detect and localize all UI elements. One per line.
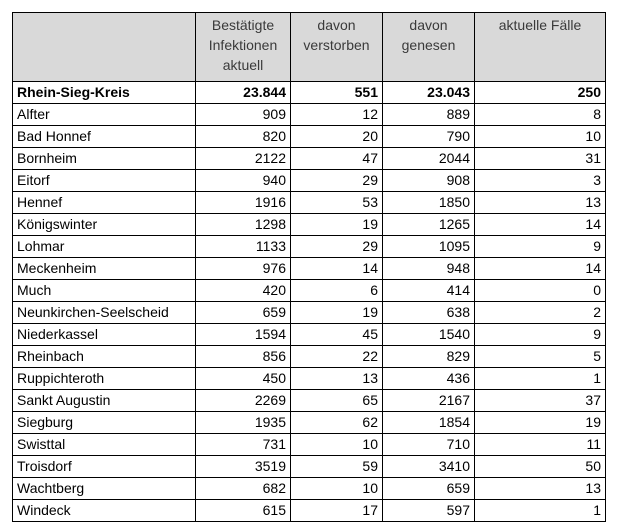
confirmed-cell: 820 xyxy=(196,126,291,148)
municipality-cell: Alfter xyxy=(13,104,196,126)
deceased-cell: 65 xyxy=(291,390,383,412)
recovered-cell: 436 xyxy=(383,368,475,390)
table-row xyxy=(13,434,606,456)
table-row xyxy=(13,500,606,522)
confirmed-cell: 682 xyxy=(196,478,291,500)
total-current: 250 xyxy=(475,82,606,104)
municipality-cell: Siegburg xyxy=(13,412,196,434)
municipality-cell: Meckenheim xyxy=(13,258,196,280)
confirmed-cell: 1594 xyxy=(196,324,291,346)
recovered-cell: 414 xyxy=(383,280,475,302)
table-row xyxy=(13,368,606,390)
current-cell: 10 xyxy=(475,126,606,148)
total-recovered: 23.043 xyxy=(383,82,475,104)
current-cell: 2 xyxy=(475,302,606,324)
confirmed-cell: 940 xyxy=(196,170,291,192)
deceased-cell: 45 xyxy=(291,324,383,346)
recovered-cell: 597 xyxy=(383,500,475,522)
municipality-cell: Troisdorf xyxy=(13,456,196,478)
municipality-cell: Bornheim xyxy=(13,148,196,170)
confirmed-cell: 1298 xyxy=(196,214,291,236)
header-municipality xyxy=(13,13,196,82)
deceased-cell: 20 xyxy=(291,126,383,148)
confirmed-cell: 659 xyxy=(196,302,291,324)
current-cell: 0 xyxy=(475,280,606,302)
confirmed-cell: 1935 xyxy=(196,412,291,434)
table-row xyxy=(13,258,606,280)
confirmed-cell: 1916 xyxy=(196,192,291,214)
table-row xyxy=(13,104,606,126)
municipality-cell: Hennef xyxy=(13,192,196,214)
confirmed-cell: 1133 xyxy=(196,236,291,258)
municipality-cell: Bad Honnef xyxy=(13,126,196,148)
current-cell: 13 xyxy=(475,478,606,500)
municipality-cell: Lohmar xyxy=(13,236,196,258)
current-cell: 1 xyxy=(475,368,606,390)
current-cell: 3 xyxy=(475,170,606,192)
table-row xyxy=(13,148,606,170)
municipality-cell: Much xyxy=(13,280,196,302)
municipality-cell: Swisttal xyxy=(13,434,196,456)
recovered-cell: 829 xyxy=(383,346,475,368)
deceased-cell: 17 xyxy=(291,500,383,522)
table-row xyxy=(13,236,606,258)
current-cell: 1 xyxy=(475,500,606,522)
table-row xyxy=(13,390,606,412)
confirmed-cell: 3519 xyxy=(196,456,291,478)
deceased-cell: 47 xyxy=(291,148,383,170)
header-row xyxy=(13,13,606,82)
current-cell: 8 xyxy=(475,104,606,126)
deceased-cell: 29 xyxy=(291,170,383,192)
recovered-cell: 1854 xyxy=(383,412,475,434)
recovered-cell: 710 xyxy=(383,434,475,456)
confirmed-cell: 909 xyxy=(196,104,291,126)
municipality-cell: Wachtberg xyxy=(13,478,196,500)
municipality-cell: Rheinbach xyxy=(13,346,196,368)
current-cell: 11 xyxy=(475,434,606,456)
total-name: Rhein-Sieg-Kreis xyxy=(13,82,196,104)
table-row xyxy=(13,126,606,148)
total-row xyxy=(13,82,606,104)
infection-table xyxy=(12,12,606,522)
recovered-cell: 1540 xyxy=(383,324,475,346)
deceased-cell: 19 xyxy=(291,302,383,324)
current-cell: 13 xyxy=(475,192,606,214)
recovered-cell: 889 xyxy=(383,104,475,126)
recovered-cell: 2044 xyxy=(383,148,475,170)
current-cell: 9 xyxy=(475,324,606,346)
table-row xyxy=(13,302,606,324)
table-row xyxy=(13,170,606,192)
recovered-cell: 638 xyxy=(383,302,475,324)
deceased-cell: 59 xyxy=(291,456,383,478)
recovered-cell: 1095 xyxy=(383,236,475,258)
confirmed-cell: 856 xyxy=(196,346,291,368)
table-row xyxy=(13,280,606,302)
recovered-cell: 2167 xyxy=(383,390,475,412)
municipality-cell: Neunkirchen-Seelscheid xyxy=(13,302,196,324)
municipality-cell: Niederkassel xyxy=(13,324,196,346)
deceased-cell: 13 xyxy=(291,368,383,390)
current-cell: 19 xyxy=(475,412,606,434)
recovered-cell: 1850 xyxy=(383,192,475,214)
table-row xyxy=(13,456,606,478)
recovered-cell: 790 xyxy=(383,126,475,148)
confirmed-cell: 420 xyxy=(196,280,291,302)
recovered-cell: 948 xyxy=(383,258,475,280)
current-cell: 50 xyxy=(475,456,606,478)
recovered-cell: 1265 xyxy=(383,214,475,236)
table-row xyxy=(13,478,606,500)
current-cell: 14 xyxy=(475,258,606,280)
deceased-cell: 12 xyxy=(291,104,383,126)
deceased-cell: 14 xyxy=(291,258,383,280)
deceased-cell: 53 xyxy=(291,192,383,214)
municipality-cell: Sankt Augustin xyxy=(13,390,196,412)
confirmed-cell: 2269 xyxy=(196,390,291,412)
deceased-cell: 29 xyxy=(291,236,383,258)
table-row xyxy=(13,192,606,214)
municipality-cell: Windeck xyxy=(13,500,196,522)
table-row xyxy=(13,412,606,434)
table-row xyxy=(13,324,606,346)
confirmed-cell: 731 xyxy=(196,434,291,456)
current-cell: 5 xyxy=(475,346,606,368)
header-deceased: davon verstorben xyxy=(291,13,383,82)
current-cell: 9 xyxy=(475,236,606,258)
confirmed-cell: 2122 xyxy=(196,148,291,170)
deceased-cell: 22 xyxy=(291,346,383,368)
header-current: aktuelle Fälle xyxy=(475,13,606,82)
municipality-cell: Eitorf xyxy=(13,170,196,192)
confirmed-cell: 615 xyxy=(196,500,291,522)
municipality-cell: Ruppichteroth xyxy=(13,368,196,390)
current-cell: 31 xyxy=(475,148,606,170)
recovered-cell: 908 xyxy=(383,170,475,192)
deceased-cell: 19 xyxy=(291,214,383,236)
header-recovered: davon genesen xyxy=(383,13,475,82)
table-row xyxy=(13,214,606,236)
header-confirmed: Bestätigte Infektionen aktuell xyxy=(196,13,291,82)
deceased-cell: 6 xyxy=(291,280,383,302)
confirmed-cell: 976 xyxy=(196,258,291,280)
recovered-cell: 659 xyxy=(383,478,475,500)
deceased-cell: 10 xyxy=(291,478,383,500)
deceased-cell: 62 xyxy=(291,412,383,434)
total-confirmed: 23.844 xyxy=(196,82,291,104)
deceased-cell: 10 xyxy=(291,434,383,456)
confirmed-cell: 450 xyxy=(196,368,291,390)
table-row xyxy=(13,346,606,368)
municipality-cell: Königswinter xyxy=(13,214,196,236)
total-deceased: 551 xyxy=(291,82,383,104)
current-cell: 14 xyxy=(475,214,606,236)
recovered-cell: 3410 xyxy=(383,456,475,478)
current-cell: 37 xyxy=(475,390,606,412)
